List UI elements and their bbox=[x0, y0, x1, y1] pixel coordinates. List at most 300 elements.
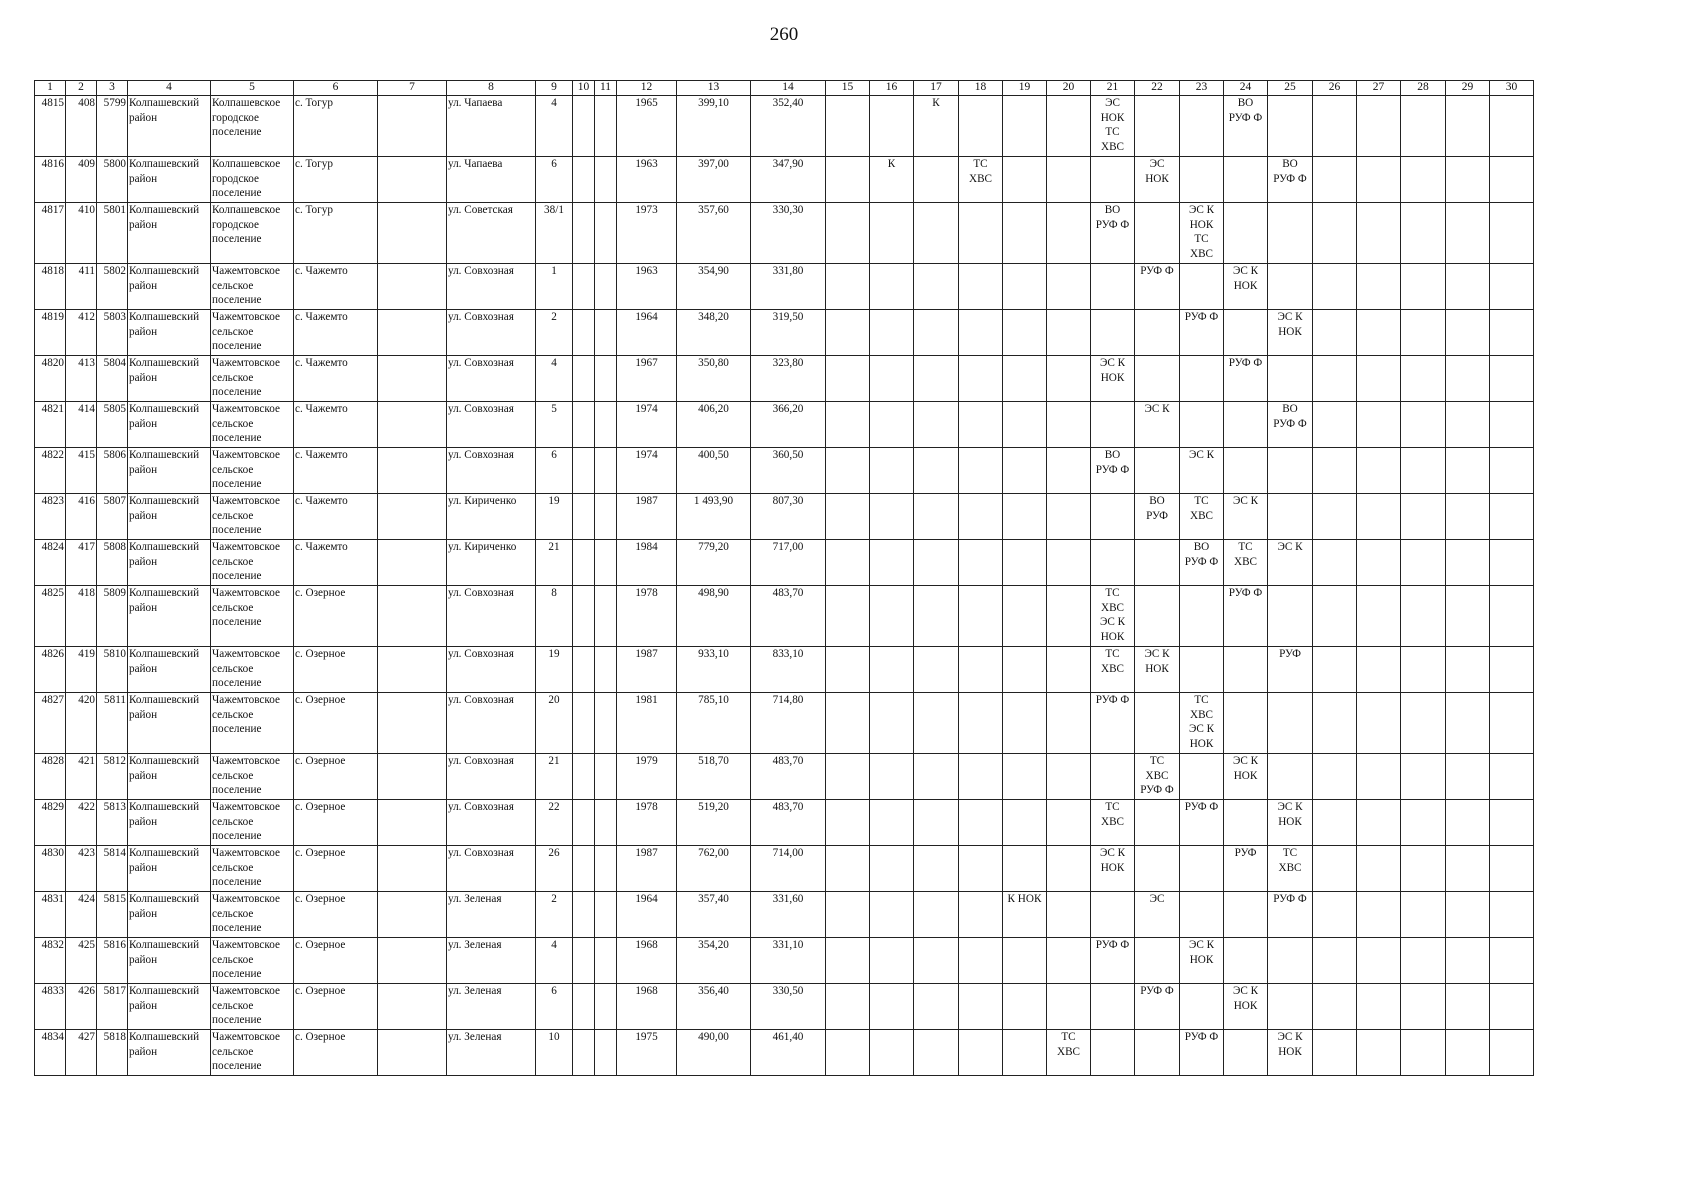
cell-col-2 bbox=[66, 540, 97, 586]
cell-col-23 bbox=[1180, 754, 1224, 800]
cell-col-5 bbox=[211, 586, 294, 647]
cell-col-9 bbox=[536, 402, 573, 448]
column-header-22: 22 bbox=[1135, 81, 1180, 96]
cell-value: 1974 bbox=[635, 449, 658, 461]
cell-col-23 bbox=[1180, 448, 1224, 494]
cell-col-26 bbox=[1313, 448, 1357, 494]
cell-value: 833,10 bbox=[772, 648, 804, 660]
cell-col-26 bbox=[1313, 310, 1357, 356]
cell-value: Колпашевский район bbox=[129, 403, 200, 430]
cell-col-12 bbox=[617, 800, 677, 846]
cell-col-23 bbox=[1180, 402, 1224, 448]
cell-value: 354,20 bbox=[698, 939, 729, 951]
cell-col-8 bbox=[447, 938, 536, 984]
cell-value: Колпашевский район bbox=[129, 158, 200, 185]
cell-value: 424 bbox=[78, 893, 95, 905]
cell-col-25 bbox=[1268, 540, 1313, 586]
cell-col-13 bbox=[677, 157, 751, 203]
cell-col-16 bbox=[870, 984, 914, 1030]
cell-col-22 bbox=[1135, 494, 1180, 540]
cell-value: 717,00 bbox=[772, 541, 804, 553]
cell-value: 2 bbox=[551, 893, 557, 905]
cell-value: 8 bbox=[551, 587, 557, 599]
cell-col-4 bbox=[128, 356, 211, 402]
cell-col-30 bbox=[1490, 846, 1534, 892]
cell-value: 20 bbox=[548, 694, 560, 706]
cell-col-9 bbox=[536, 494, 573, 540]
column-header-4: 4 bbox=[128, 81, 211, 96]
cell-value: 26 bbox=[548, 847, 560, 859]
cell-col-2 bbox=[66, 356, 97, 402]
cell-value: 425 bbox=[78, 939, 95, 951]
cell-col-20 bbox=[1047, 754, 1091, 800]
cell-col-20 bbox=[1047, 647, 1091, 693]
cell-value: 4822 bbox=[41, 449, 64, 461]
column-header-29: 29 bbox=[1446, 81, 1490, 96]
cell-col-9 bbox=[536, 96, 573, 157]
cell-col-27 bbox=[1357, 540, 1401, 586]
cell-col-30 bbox=[1490, 157, 1534, 203]
cell-col-22 bbox=[1135, 647, 1180, 693]
cell-col-26 bbox=[1313, 540, 1357, 586]
cell-col-8 bbox=[447, 647, 536, 693]
cell-value: Колпашевский район bbox=[129, 265, 200, 292]
cell-col-5 bbox=[211, 157, 294, 203]
table-row bbox=[35, 984, 1534, 1030]
cell-value: 408 bbox=[78, 97, 95, 109]
cell-col-24 bbox=[1224, 892, 1268, 938]
cell-value: с. Озерное bbox=[295, 1031, 346, 1043]
cell-col-4 bbox=[128, 203, 211, 264]
cell-value: 38/1 bbox=[544, 204, 564, 216]
cell-col-23 bbox=[1180, 96, 1224, 157]
cell-col-27 bbox=[1357, 448, 1401, 494]
cell-col-2 bbox=[66, 647, 97, 693]
cell-col-4 bbox=[128, 540, 211, 586]
cell-col-2 bbox=[66, 846, 97, 892]
cell-col-29 bbox=[1446, 586, 1490, 647]
cell-col-2 bbox=[66, 938, 97, 984]
cell-value: с. Озерное bbox=[295, 847, 346, 859]
cell-col-27 bbox=[1357, 1030, 1401, 1076]
cell-value: Колпашевский район bbox=[129, 97, 200, 124]
cell-value: ЭС К НОК bbox=[1188, 939, 1215, 966]
cell-value: ЭС К НОК bbox=[1277, 1031, 1303, 1058]
cell-col-30 bbox=[1490, 800, 1534, 846]
cell-value: ЭС К bbox=[1188, 449, 1215, 461]
cell-value: 5803 bbox=[103, 311, 126, 323]
cell-col-7 bbox=[378, 96, 447, 157]
cell-col-10 bbox=[573, 356, 595, 402]
cell-col-26 bbox=[1313, 800, 1357, 846]
cell-value: 4831 bbox=[41, 893, 64, 905]
cell-col-18 bbox=[959, 586, 1003, 647]
cell-value: 4 bbox=[551, 939, 557, 951]
cell-col-10 bbox=[573, 157, 595, 203]
cell-col-13 bbox=[677, 754, 751, 800]
cell-col-18 bbox=[959, 800, 1003, 846]
cell-col-25 bbox=[1268, 846, 1313, 892]
cell-col-11 bbox=[595, 356, 617, 402]
cell-col-24 bbox=[1224, 157, 1268, 203]
cell-col-22 bbox=[1135, 310, 1180, 356]
cell-value: ВО РУФ Ф bbox=[1273, 158, 1307, 185]
cell-col-2 bbox=[66, 1030, 97, 1076]
cell-col-4 bbox=[128, 984, 211, 1030]
cell-col-30 bbox=[1490, 448, 1534, 494]
column-header-14: 14 bbox=[751, 81, 826, 96]
cell-value: ЭС К НОК ТС ХВС bbox=[1188, 204, 1215, 260]
cell-col-28 bbox=[1401, 356, 1446, 402]
cell-col-11 bbox=[595, 157, 617, 203]
cell-value: ул. Зеленая bbox=[448, 939, 502, 951]
cell-value: с. Тогур bbox=[295, 97, 333, 109]
cell-col-27 bbox=[1357, 846, 1401, 892]
table-row bbox=[35, 96, 1534, 157]
cell-value: 331,10 bbox=[772, 939, 804, 951]
cell-value: РУФ Ф bbox=[1140, 985, 1174, 997]
cell-col-23 bbox=[1180, 356, 1224, 402]
cell-col-27 bbox=[1357, 203, 1401, 264]
cell-value: 1963 bbox=[635, 265, 658, 277]
cell-value: 5811 bbox=[104, 694, 126, 706]
cell-value: ТС ХВС bbox=[1278, 847, 1302, 874]
cell-col-14 bbox=[751, 586, 826, 647]
cell-value: Чажемтовское сельское поселение bbox=[212, 893, 280, 934]
cell-value: 4817 bbox=[41, 204, 64, 216]
cell-value: 1987 bbox=[635, 495, 658, 507]
cell-col-9 bbox=[536, 586, 573, 647]
cell-col-27 bbox=[1357, 264, 1401, 310]
cell-col-28 bbox=[1401, 800, 1446, 846]
cell-col-16 bbox=[870, 356, 914, 402]
cell-value: 423 bbox=[78, 847, 95, 859]
cell-value: 5813 bbox=[103, 801, 126, 813]
cell-value: Чажемтовское сельское поселение bbox=[212, 1031, 280, 1072]
cell-value: 406,20 bbox=[698, 403, 729, 415]
cell-col-20 bbox=[1047, 203, 1091, 264]
cell-col-29 bbox=[1446, 264, 1490, 310]
column-header-23: 23 bbox=[1180, 81, 1224, 96]
cell-col-4 bbox=[128, 938, 211, 984]
cell-value: 1978 bbox=[635, 587, 658, 599]
cell-col-22 bbox=[1135, 938, 1180, 984]
cell-value: Чажемтовское сельское поселение bbox=[212, 265, 280, 306]
cell-value: Чажемтовское сельское поселение bbox=[212, 357, 280, 398]
column-header-12: 12 bbox=[617, 81, 677, 96]
cell-col-30 bbox=[1490, 540, 1534, 586]
cell-col-20 bbox=[1047, 846, 1091, 892]
cell-col-30 bbox=[1490, 356, 1534, 402]
cell-value: ВО РУФ Ф bbox=[1095, 204, 1130, 231]
cell-col-21 bbox=[1091, 647, 1135, 693]
cell-col-9 bbox=[536, 754, 573, 800]
cell-col-13 bbox=[677, 647, 751, 693]
cell-value: 5816 bbox=[103, 939, 126, 951]
cell-value: 413 bbox=[78, 357, 95, 369]
column-header-17: 17 bbox=[914, 81, 959, 96]
cell-value: с. Чажемто bbox=[295, 495, 348, 507]
cell-col-26 bbox=[1313, 754, 1357, 800]
table-row bbox=[35, 800, 1534, 846]
cell-col-5 bbox=[211, 310, 294, 356]
column-header-1: 1 bbox=[35, 81, 66, 96]
cell-col-15 bbox=[826, 938, 870, 984]
cell-col-14 bbox=[751, 96, 826, 157]
cell-value: 323,80 bbox=[772, 357, 804, 369]
column-header-26: 26 bbox=[1313, 81, 1357, 96]
cell-value: 4 bbox=[551, 97, 557, 109]
cell-col-13 bbox=[677, 984, 751, 1030]
cell-col-1 bbox=[35, 264, 66, 310]
cell-col-21 bbox=[1091, 1030, 1135, 1076]
cell-col-30 bbox=[1490, 938, 1534, 984]
cell-value: 421 bbox=[78, 755, 95, 767]
cell-col-21 bbox=[1091, 402, 1135, 448]
cell-value: 6 bbox=[551, 985, 557, 997]
cell-col-8 bbox=[447, 846, 536, 892]
cell-col-1 bbox=[35, 938, 66, 984]
cell-col-16 bbox=[870, 846, 914, 892]
cell-col-1 bbox=[35, 310, 66, 356]
cell-col-14 bbox=[751, 984, 826, 1030]
column-header-28: 28 bbox=[1401, 81, 1446, 96]
cell-col-11 bbox=[595, 800, 617, 846]
cell-col-26 bbox=[1313, 264, 1357, 310]
cell-col-29 bbox=[1446, 402, 1490, 448]
cell-col-13 bbox=[677, 494, 751, 540]
column-header-18: 18 bbox=[959, 81, 1003, 96]
cell-col-4 bbox=[128, 800, 211, 846]
cell-col-7 bbox=[378, 540, 447, 586]
cell-value: 785,10 bbox=[698, 694, 729, 706]
cell-value: ул. Совхозная bbox=[448, 648, 514, 660]
cell-col-24 bbox=[1224, 402, 1268, 448]
cell-value: ЭС К НОК bbox=[1232, 985, 1259, 1012]
cell-col-25 bbox=[1268, 892, 1313, 938]
cell-col-6 bbox=[294, 984, 378, 1030]
cell-col-28 bbox=[1401, 647, 1446, 693]
cell-col-10 bbox=[573, 494, 595, 540]
cell-col-17 bbox=[914, 494, 959, 540]
cell-col-9 bbox=[536, 892, 573, 938]
cell-col-15 bbox=[826, 647, 870, 693]
cell-col-12 bbox=[617, 846, 677, 892]
cell-col-21 bbox=[1091, 157, 1135, 203]
cell-col-26 bbox=[1313, 402, 1357, 448]
cell-col-5 bbox=[211, 1030, 294, 1076]
cell-col-29 bbox=[1446, 540, 1490, 586]
cell-col-18 bbox=[959, 310, 1003, 356]
cell-value: 4 bbox=[551, 357, 557, 369]
cell-value: 331,60 bbox=[772, 893, 804, 905]
cell-value: Колпашевский район bbox=[129, 1031, 200, 1058]
cell-value: Чажемтовское сельское поселение bbox=[212, 985, 280, 1026]
cell-col-5 bbox=[211, 800, 294, 846]
cell-col-17 bbox=[914, 754, 959, 800]
cell-col-15 bbox=[826, 586, 870, 647]
cell-col-28 bbox=[1401, 693, 1446, 754]
cell-col-3 bbox=[97, 494, 128, 540]
cell-col-30 bbox=[1490, 647, 1534, 693]
cell-col-20 bbox=[1047, 1030, 1091, 1076]
cell-col-2 bbox=[66, 96, 97, 157]
cell-col-3 bbox=[97, 846, 128, 892]
cell-col-3 bbox=[97, 310, 128, 356]
cell-col-14 bbox=[751, 540, 826, 586]
cell-col-3 bbox=[97, 1030, 128, 1076]
cell-col-16 bbox=[870, 586, 914, 647]
cell-col-2 bbox=[66, 157, 97, 203]
cell-col-12 bbox=[617, 356, 677, 402]
cell-value: 1987 bbox=[635, 648, 658, 660]
table-row bbox=[35, 402, 1534, 448]
cell-value: 1963 bbox=[635, 158, 658, 170]
cell-col-15 bbox=[826, 157, 870, 203]
column-header-30: 30 bbox=[1490, 81, 1534, 96]
cell-col-15 bbox=[826, 310, 870, 356]
cell-value: Колпашевский район bbox=[129, 587, 200, 614]
cell-col-9 bbox=[536, 203, 573, 264]
cell-col-28 bbox=[1401, 96, 1446, 157]
cell-value: 5817 bbox=[103, 985, 126, 997]
cell-value: ВО РУФ Ф bbox=[1184, 541, 1219, 568]
cell-col-7 bbox=[378, 1030, 447, 1076]
cell-value: ТС ХВС ЭС К НОК bbox=[1188, 694, 1215, 750]
cell-value: ТС ХВС bbox=[1056, 1031, 1080, 1058]
cell-col-16 bbox=[870, 1030, 914, 1076]
cell-col-16 bbox=[870, 647, 914, 693]
cell-value: 5802 bbox=[103, 265, 126, 277]
cell-col-19 bbox=[1003, 540, 1047, 586]
page-number: 260 bbox=[769, 24, 799, 45]
cell-value: 807,30 bbox=[772, 495, 804, 507]
cell-col-11 bbox=[595, 540, 617, 586]
cell-col-10 bbox=[573, 938, 595, 984]
cell-col-10 bbox=[573, 264, 595, 310]
column-number-header-row bbox=[35, 81, 1534, 96]
cell-col-20 bbox=[1047, 800, 1091, 846]
cell-col-29 bbox=[1446, 157, 1490, 203]
cell-value: 5804 bbox=[103, 357, 126, 369]
cell-col-19 bbox=[1003, 693, 1047, 754]
cell-col-19 bbox=[1003, 310, 1047, 356]
cell-value: РУФ Ф bbox=[1184, 311, 1219, 323]
cell-col-18 bbox=[959, 1030, 1003, 1076]
cell-col-27 bbox=[1357, 693, 1401, 754]
cell-value: 5808 bbox=[103, 541, 126, 553]
cell-col-14 bbox=[751, 647, 826, 693]
cell-value: 1967 bbox=[635, 357, 658, 369]
cell-col-15 bbox=[826, 846, 870, 892]
cell-col-8 bbox=[447, 402, 536, 448]
cell-col-5 bbox=[211, 264, 294, 310]
cell-col-3 bbox=[97, 800, 128, 846]
cell-col-26 bbox=[1313, 494, 1357, 540]
cell-col-14 bbox=[751, 494, 826, 540]
cell-col-12 bbox=[617, 984, 677, 1030]
cell-col-11 bbox=[595, 402, 617, 448]
cell-col-10 bbox=[573, 96, 595, 157]
cell-value: 483,70 bbox=[772, 801, 804, 813]
cell-value: ВО РУФ Ф bbox=[1273, 403, 1307, 430]
cell-value: Чажемтовское сельское поселение bbox=[212, 755, 280, 796]
cell-value: ул. Зеленая bbox=[448, 893, 502, 905]
cell-col-2 bbox=[66, 693, 97, 754]
cell-col-21 bbox=[1091, 892, 1135, 938]
cell-col-23 bbox=[1180, 494, 1224, 540]
cell-col-15 bbox=[826, 800, 870, 846]
cell-value: 1965 bbox=[635, 97, 658, 109]
cell-col-12 bbox=[617, 693, 677, 754]
cell-col-3 bbox=[97, 157, 128, 203]
cell-col-29 bbox=[1446, 356, 1490, 402]
table-row bbox=[35, 448, 1534, 494]
table-row bbox=[35, 264, 1534, 310]
cell-col-3 bbox=[97, 647, 128, 693]
cell-col-7 bbox=[378, 157, 447, 203]
cell-col-26 bbox=[1313, 693, 1357, 754]
cell-value: ул. Чапаева bbox=[448, 158, 503, 170]
cell-col-17 bbox=[914, 356, 959, 402]
cell-col-13 bbox=[677, 1030, 751, 1076]
cell-col-28 bbox=[1401, 754, 1446, 800]
cell-value: Чажемтовское сельское поселение bbox=[212, 449, 280, 490]
cell-col-4 bbox=[128, 846, 211, 892]
cell-value: Колпашевское городское поселение bbox=[212, 97, 281, 138]
cell-value: 319,50 bbox=[772, 311, 804, 323]
cell-col-30 bbox=[1490, 892, 1534, 938]
cell-col-10 bbox=[573, 1030, 595, 1076]
cell-col-26 bbox=[1313, 647, 1357, 693]
cell-col-6 bbox=[294, 586, 378, 647]
cell-col-4 bbox=[128, 892, 211, 938]
cell-col-22 bbox=[1135, 586, 1180, 647]
cell-col-15 bbox=[826, 448, 870, 494]
cell-col-8 bbox=[447, 494, 536, 540]
cell-col-4 bbox=[128, 157, 211, 203]
cell-col-23 bbox=[1180, 938, 1224, 984]
cell-value: ЭС К bbox=[1144, 403, 1170, 415]
cell-col-30 bbox=[1490, 586, 1534, 647]
cell-col-15 bbox=[826, 356, 870, 402]
cell-col-21 bbox=[1091, 586, 1135, 647]
cell-value: РУФ Ф bbox=[1228, 587, 1263, 599]
cell-value: 4818 bbox=[41, 265, 64, 277]
cell-col-12 bbox=[617, 754, 677, 800]
cell-col-13 bbox=[677, 356, 751, 402]
cell-col-12 bbox=[617, 647, 677, 693]
cell-col-27 bbox=[1357, 96, 1401, 157]
cell-col-15 bbox=[826, 540, 870, 586]
cell-col-8 bbox=[447, 157, 536, 203]
cell-col-9 bbox=[536, 1030, 573, 1076]
cell-value: ТС ХВС bbox=[1100, 648, 1124, 675]
cell-value: ЭС К НОК bbox=[1144, 648, 1170, 675]
cell-value: 1968 bbox=[635, 939, 658, 951]
cell-col-6 bbox=[294, 540, 378, 586]
cell-col-9 bbox=[536, 264, 573, 310]
cell-col-8 bbox=[447, 540, 536, 586]
cell-value: 21 bbox=[548, 541, 560, 553]
cell-col-21 bbox=[1091, 938, 1135, 984]
cell-col-1 bbox=[35, 157, 66, 203]
cell-value: 1984 bbox=[635, 541, 658, 553]
cell-value: 483,70 bbox=[772, 587, 804, 599]
cell-col-8 bbox=[447, 984, 536, 1030]
table-row bbox=[35, 540, 1534, 586]
cell-value: Колпашевский район bbox=[129, 939, 200, 966]
